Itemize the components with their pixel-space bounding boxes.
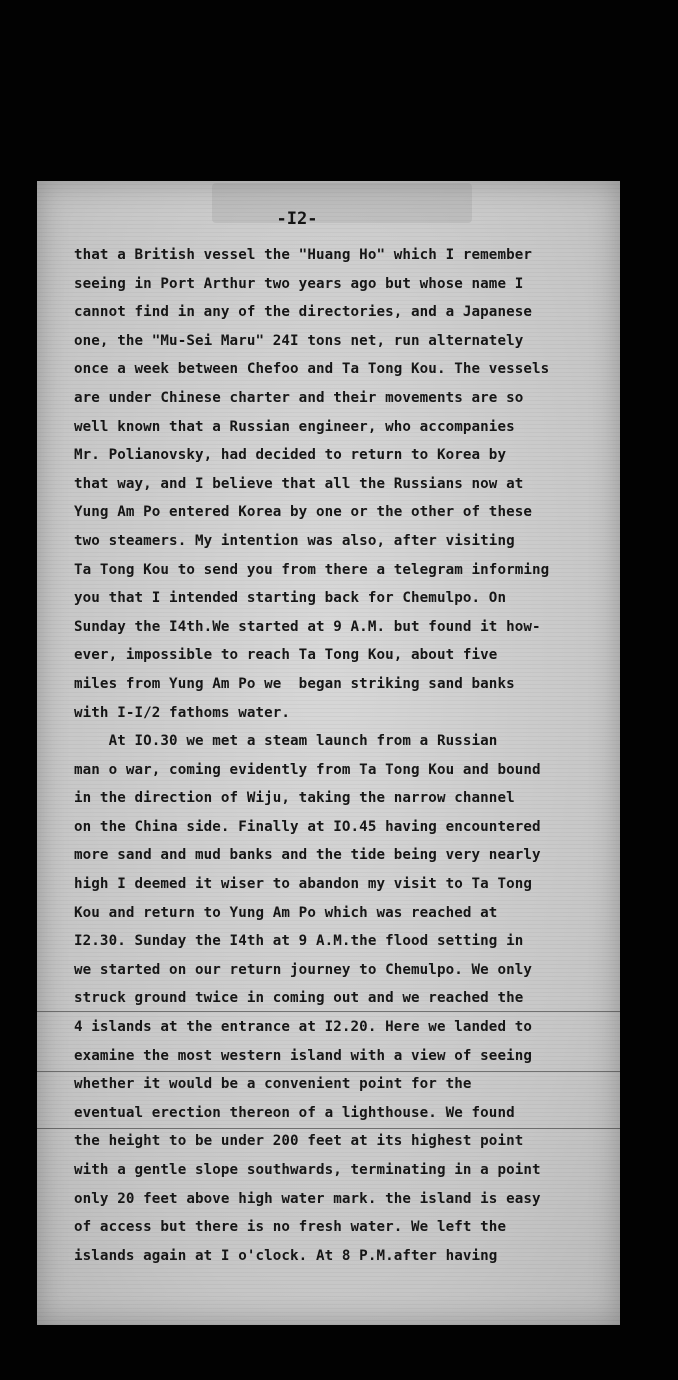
text-line: Sunday the I4th.We started at 9 A.M. but found it how- — [74, 618, 541, 635]
text-line: Yung Am Po entered Korea by one or the other of these — [74, 504, 533, 521]
text-line: more sand and mud banks and the tide being very nearly — [74, 847, 541, 864]
text-line: examine the most western island with a view of seeing — [74, 1047, 533, 1064]
text-line: I2.30. Sunday the I4th at 9 A.M.the flood setting in — [74, 933, 524, 950]
text-line: seeing in Port Arthur two years ago but whose name I — [74, 275, 524, 292]
text-line: that way, and I believe that all the Russians now at — [74, 475, 524, 492]
text-line: ever, impossible to reach Ta Tong Kou, about five — [74, 647, 498, 664]
text-line: the height to be under 200 feet at its highest point — [74, 1133, 524, 1150]
text-line: cannot find in any of the directories, and a Japanese — [74, 304, 533, 321]
text-line: Mr. Polianovsky, had decided to return to Korea by — [74, 447, 507, 464]
text-line: islands again at I o'clock. At 8 P.M.after having — [74, 1247, 498, 1264]
text-line: Kou and return to Yung Am Po which was reached at — [74, 904, 498, 921]
document-page — [37, 181, 620, 1325]
text-line: eventual erection thereon of a lighthouse. We found — [74, 1104, 515, 1121]
text-line: Ta Tong Kou to send you from there a telegram informing — [74, 561, 550, 578]
text-line: well known that a Russian engineer, who accompanies — [74, 418, 515, 435]
text-line: that a British vessel the "Huang Ho" which I remember — [74, 247, 533, 263]
text-line: on the China side. Finally at IO.45 having encountered — [74, 818, 541, 835]
text-line: At IO.30 we met a steam launch from a Russian — [74, 733, 498, 750]
text-line: struck ground twice in coming out and we reached the — [74, 990, 524, 1007]
text-line: of access but there is no fresh water. We left the — [74, 1219, 507, 1236]
text-line: 4 islands at the entrance at I2.20. Here we landed to — [74, 1019, 533, 1036]
text-line: whether it would be a convenient point for the — [74, 1076, 472, 1093]
text-line: with a gentle slope southwards, terminating in a point — [74, 1162, 541, 1178]
stamp-bleed-through — [212, 183, 472, 223]
text-line: in the direction of Wiju, taking the narrow channel — [74, 790, 515, 807]
text-line: only 20 feet above high water mark. the island is easy — [74, 1190, 541, 1207]
text-line: one, the "Mu-Sei Maru" 24I tons net, run alternately — [74, 332, 524, 349]
page-number: -I2- — [276, 209, 318, 229]
text-line: we started on our return journey to Chemulpo. We only — [74, 961, 533, 978]
text-line: are under Chinese charter and their movements are so — [74, 389, 524, 406]
text-line: you that I intended starting back for Chemulpo. On — [74, 590, 507, 607]
text-line: once a week between Chefoo and Ta Tong Kou. The vessels — [74, 361, 550, 378]
text-line: miles from Yung Am Po we began striking sand banks — [74, 675, 515, 692]
text-line: with I-I/2 fathoms water. — [74, 704, 291, 721]
text-line: high I deemed it wiser to abandon my visit to Ta Tong — [74, 876, 533, 893]
typed-text-body — [74, 241, 614, 1270]
text-line: man o war, coming evidently from Ta Tong Kou and bound — [74, 761, 541, 778]
text-line: two steamers. My intention was also, after visiting — [74, 532, 515, 549]
